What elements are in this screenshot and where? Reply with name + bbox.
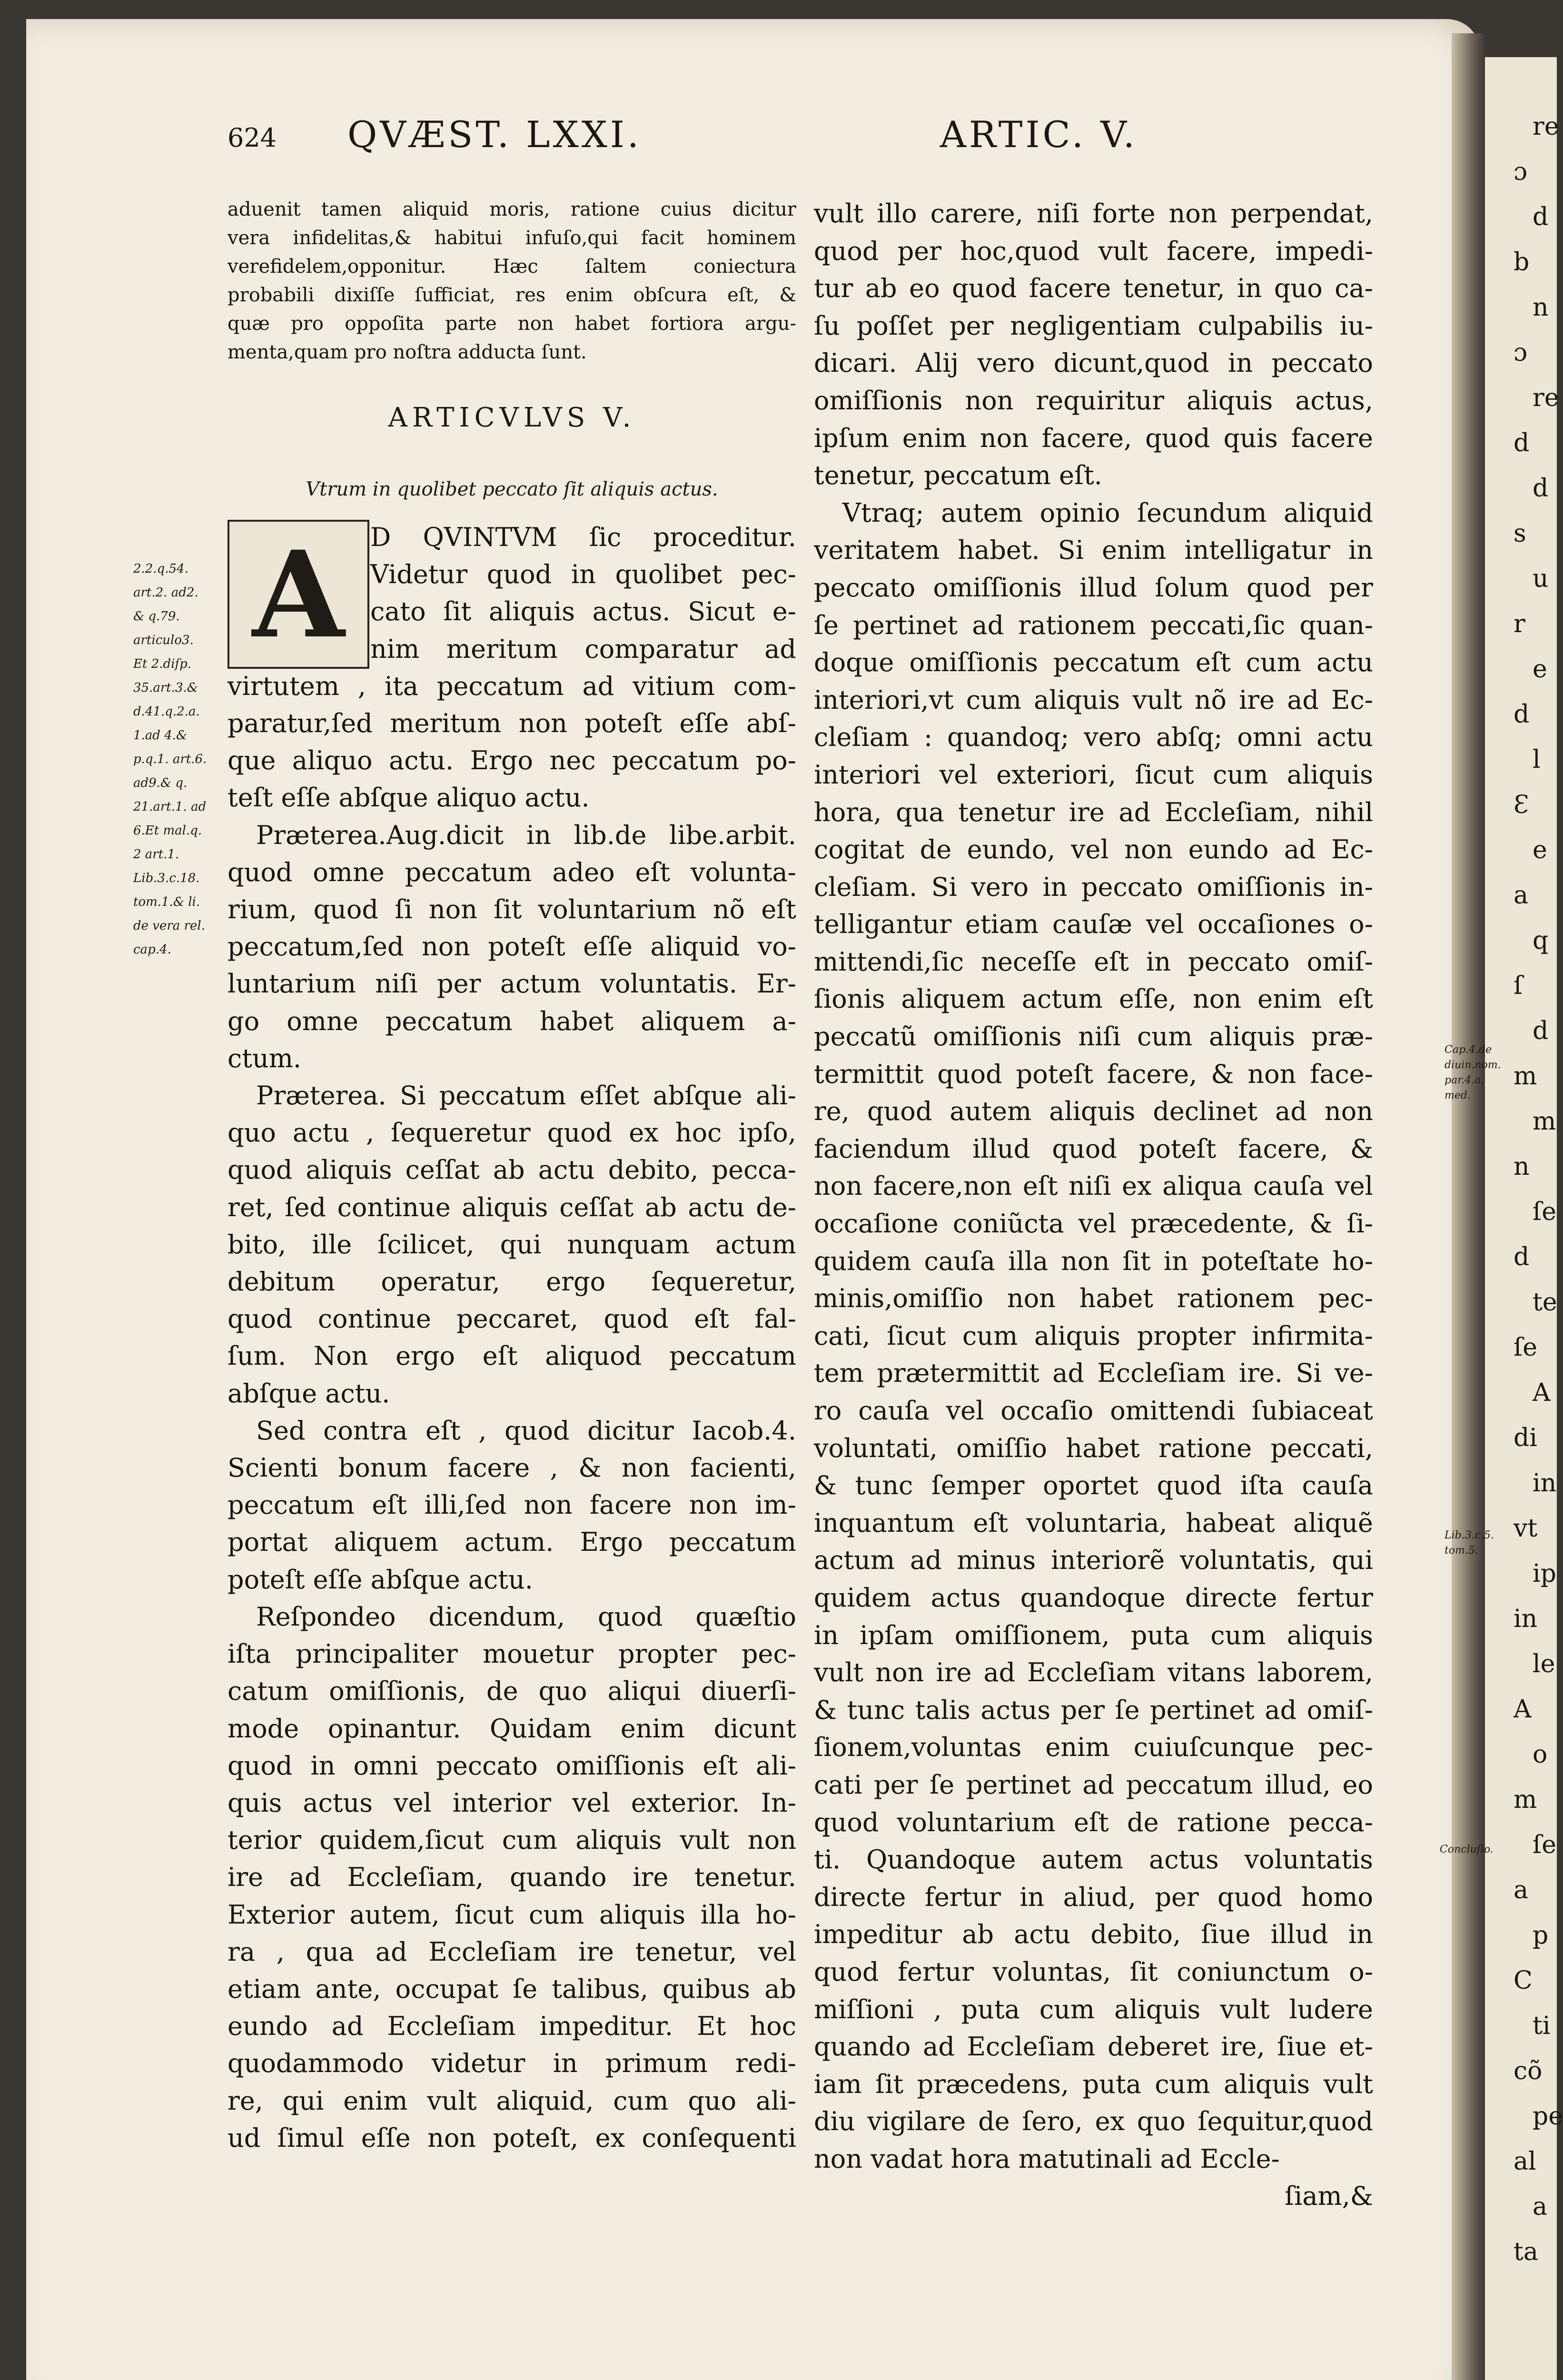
text-line: Præterea.Aug.dicit in lib.de libe.arbit. [256, 820, 796, 850]
text-line: quod per hoc,quod vult facere, impedi- [814, 236, 1373, 266]
margin-note-line: cap.4. [133, 942, 171, 957]
text-line: voluntati, omiſſio habet ratione peccati, [814, 1433, 1373, 1463]
text-line: aduenit tamen aliquid moris, ratione cuius dicitur [228, 198, 796, 220]
text-line: que aliquo actu. Ergo nec peccatum po- [228, 745, 796, 776]
text-line: peccato omiſſionis illud ſolum quod per [814, 572, 1373, 603]
right-margin-note [1440, 1842, 1494, 1857]
margin-note-line: d.41.q.2.a. [133, 704, 200, 719]
text-line: vera infidelitas,& habitui infuſo,qui facit hominem [228, 227, 796, 249]
margin-note-line: 21.art.1. ad [133, 800, 207, 814]
text-line: minis,omiſſio non habet rationem pec- [814, 1283, 1373, 1314]
text-line: paratur,ſed meritum non poteſt eſſe abſ- [228, 708, 796, 739]
text-line: non vadat hora matutinali ad Eccle- [814, 2143, 1280, 2174]
text-line: quodammodo videtur in primum redi- [228, 2048, 796, 2079]
facing-page-fragment: C [1514, 1966, 1533, 1995]
text-line: non facere,non eſt niſi ex aliqua cauſa vel [814, 1171, 1373, 1201]
facing-page-fragment: re [1533, 112, 1559, 141]
text-line: peccatum,ſed non poteſt eſſe aliquid vo- [228, 932, 796, 962]
facing-page-fragment: p [1533, 1921, 1549, 1950]
text-line: terior quidem,ſicut cum aliquis vult non [228, 1825, 796, 1855]
text-line: quod aliquis ceſſat ab actu debito, pecca- [228, 1155, 796, 1185]
text-line: re, qui enim vult aliquid, cum quo ali- [228, 2085, 796, 2116]
right-margin-note [1444, 1042, 1501, 1103]
text-line: ſiam,& [1285, 2181, 1373, 2211]
margin-note-line: 35.art.3.& [133, 681, 198, 695]
text-line: tur ab eo quod facere tenetur, in quo ca- [814, 273, 1373, 304]
facing-page-fragment: n [1533, 293, 1549, 322]
text-line: cato ſit aliquis actus. Sicut e- [370, 596, 796, 627]
text-line: ſionis aliquem actum eſſe, non enim eſt [814, 984, 1373, 1014]
running-head-left: QVÆST. LXXI. [347, 113, 642, 156]
facing-page-fragment: u [1533, 565, 1549, 593]
text-line: termittit quod poteſt facere, & non face- [814, 1059, 1373, 1089]
text-line: quando ad Eccleſiam deberet ire, ſiue et- [814, 2032, 1373, 2062]
margin-note-line: Lib.3.c.18. [133, 871, 200, 885]
text-line: quidem cauſa illa non ſit in poteſtate ho- [814, 1246, 1373, 1276]
text-line: Vtraq; autem opinio ſecundum aliquid [842, 497, 1373, 528]
margin-note-line: Concluſio. [1440, 1844, 1494, 1855]
facing-page-fragment: d [1514, 700, 1530, 729]
margin-note-line: 2 art.1. [133, 847, 179, 862]
text-line: Sed contra eſt , quod dicitur Iacob.4. [256, 1415, 796, 1446]
text-line: catum omiſſionis, de quo aliqui diuerſi- [228, 1676, 796, 1706]
article-question: Vtrum in quolibet peccato ſit aliquis actus. [306, 478, 718, 500]
text-line: cleſiam : quandoq; vero abſq; omni actu [814, 722, 1373, 753]
facing-page-fragment: ſe [1533, 1198, 1557, 1226]
text-line: ret, ſed continue aliquis ceſſat ab actu de- [228, 1192, 796, 1222]
text-line: luntarium niſi per actum voluntatis. Er- [228, 969, 796, 999]
facing-page-fragment: ſe [1514, 1333, 1538, 1362]
text-line: verefidelem,opponitur. Hæc ſaltem coniectura [228, 256, 796, 278]
text-line: veritatem habet. Si enim intelligatur in [814, 535, 1373, 565]
facing-page-fragment: ti [1533, 2012, 1551, 2040]
margin-note-line: med. [1444, 1090, 1471, 1101]
text-line: vult non ire ad Eccleſiam vitans laborem, [814, 1657, 1373, 1688]
text-line: tenetur, peccatum eſt. [814, 460, 1102, 491]
margin-note-line: Et 2.diſp. [133, 657, 191, 671]
margin-note-line: & q.79. [133, 609, 180, 624]
margin-note-line: tom.1.& li. [133, 895, 200, 909]
text-line: eundo ad Eccleſiam impeditur. Et hoc [228, 2011, 796, 2042]
text-line: quod continue peccaret, quod eſt fal- [228, 1304, 796, 1334]
text-line: quod voluntarium eſt de ratione pecca- [814, 1807, 1373, 1837]
text-line: & tunc ſemper oportet quod iſta cauſa [814, 1470, 1373, 1501]
facing-page-fragment: al [1514, 2147, 1536, 2176]
facing-page-fragment: pe [1533, 2102, 1563, 2131]
facing-page-fragment: a [1514, 881, 1529, 910]
text-line: bito, ille ſcilicet, qui nunquam actum [228, 1229, 796, 1259]
margin-note-line: tom.5. [1444, 1545, 1478, 1557]
facing-page-fragment: m [1514, 1062, 1537, 1091]
text-line: abſque actu. [228, 1378, 390, 1408]
facing-page-fragment: e [1533, 655, 1547, 684]
prelude-paragraph [228, 195, 796, 367]
text-line: interiori vel exteriori, ſicut cum aliquis [814, 759, 1373, 790]
facing-page-fragment: q [1533, 926, 1549, 955]
text-line: ipſum enim non facere, quod quis facere [814, 423, 1373, 453]
facing-page-fragment: d [1514, 429, 1530, 457]
facing-page-fragment: d [1533, 1017, 1549, 1045]
text-line: ire ad Eccleſiam, quando ire tenetur. [228, 1862, 796, 1893]
text-line: ſu poſſet per negligentiam culpabilis iu- [814, 310, 1373, 341]
facing-page-fragment: r [1514, 610, 1525, 638]
facing-page-fragment: b [1514, 248, 1530, 277]
facing-page-fragment: cõ [1514, 2057, 1543, 2085]
running-head-right: ARTIC. V. [940, 113, 1138, 156]
text-line: ud ſimul eſſe non poteſt, ex conſequenti [228, 2122, 796, 2153]
text-line: miſſioni , puta cum aliquis vult ludere [814, 1994, 1373, 2024]
text-line: hora, qua tenetur ire ad Eccleſiam, nihil [814, 797, 1373, 827]
text-line: poteſt eſſe abſque actu. [228, 1564, 533, 1595]
facing-page-fragment: in [1514, 1605, 1538, 1633]
margin-note-line: art.2. ad2. [133, 585, 198, 600]
facing-page-fragment: le [1533, 1650, 1555, 1678]
text-line: vult illo carere, niſi forte non perpendat, [814, 198, 1373, 228]
text-line: ſe pertinet ad rationem peccati,ſic quan- [814, 610, 1373, 640]
facing-page-fragment: m [1514, 1785, 1537, 1814]
left-column-text [228, 519, 796, 2157]
facing-page-fragment: d [1533, 474, 1549, 503]
article-heading: ARTICVLVS V. [388, 402, 636, 433]
text-line: interiori,vt cum aliquis vult nõ ire ad Ec- [814, 684, 1373, 715]
text-line: quo actu , ſequeretur quod ex hoc ipſo, [228, 1118, 796, 1148]
facing-page-fragment: te [1533, 1288, 1557, 1317]
right-column-text [814, 195, 1373, 2215]
text-line: menta,quam pro noſtra adducta ſunt. [228, 341, 587, 363]
text-line: iſta principaliter mouetur propter pec- [228, 1639, 796, 1669]
facing-page-fragment: ta [1514, 2238, 1538, 2266]
text-line: debitum operatur, ergo ſequeretur, [228, 1267, 796, 1297]
margin-note-line: diuin.nom. [1444, 1059, 1501, 1071]
text-line: cati per ſe pertinet ad peccatum illud, eo [814, 1769, 1373, 1800]
margin-note-line: articulo3. [133, 633, 194, 647]
text-line: tem prætermittit ad Eccleſiam ire. Si ve- [814, 1358, 1373, 1388]
right-margin-note [1444, 1528, 1494, 1558]
text-line: telligantur etiam cauſæ vel occaſiones o- [814, 909, 1373, 940]
text-line: quod omne peccatum adeo eſt volunta- [228, 857, 796, 887]
facing-page-fragment: A [1514, 1695, 1532, 1724]
text-line: cleſiam. Si vero in peccato omiſſionis in- [814, 872, 1373, 902]
facing-page-fragment: l [1533, 745, 1541, 774]
text-line: cogitat de eundo, vel non eundo ad Ec- [814, 834, 1373, 865]
facing-page-fragment: a [1514, 1876, 1529, 1904]
facing-page-fragment: d [1514, 1243, 1530, 1271]
text-line: quod in omni peccato omiſſionis eſt ali- [228, 1750, 796, 1781]
margin-note-line: 1.ad 4.& [133, 728, 188, 743]
text-line: probabili dixiſſe ſufficiat, res enim obſcura eſt, & [228, 284, 796, 306]
margin-note-line: Lib.3.c.5. [1444, 1529, 1494, 1541]
text-line: Exterior autem, ſicut cum aliquis illa ho- [228, 1899, 796, 1930]
text-line: mode opinantur. Quidam enim dicunt [228, 1713, 796, 1744]
text-line: in ipſam omiſſionem, puta cum aliquis [814, 1620, 1373, 1650]
text-line: Scienti bonum facere , & non facienti, [228, 1453, 796, 1483]
facing-page-fragment: A [1533, 1378, 1551, 1407]
text-line: D QVINTVM ſic proceditur. [370, 522, 796, 552]
margin-note-line: p.q.1. art.6. [133, 752, 207, 766]
text-line: occaſione coniũcta vel præcedente, & ſi- [814, 1209, 1373, 1239]
margin-note-line: 2.2.q.54. [133, 562, 188, 576]
text-line: faciendum illud quod poteſt facere, & [814, 1133, 1373, 1164]
facing-page-fragment: n [1514, 1152, 1530, 1181]
text-line: ro cauſa vel occaſio omittendi ſubiaceat [814, 1396, 1373, 1426]
margin-note-line: ad9.& q. [133, 776, 188, 790]
facing-page-fragment: re [1533, 384, 1559, 412]
text-line: etiam ante, occupat ſe talibus, quibus ab [228, 1973, 796, 2004]
facing-page-fragment: ſ [1514, 972, 1523, 1000]
facing-page-edge [1485, 57, 1563, 2380]
text-line: ſionem,voluntas enim cuiuſcunque pec- [814, 1732, 1373, 1763]
text-line: teſt eſſe abſque aliquo actu. [228, 783, 590, 813]
text-line: ti. Quandoque autem actus voluntatis [814, 1844, 1373, 1875]
text-line: ſum. Non ergo eſt aliquod peccatum [228, 1341, 796, 1371]
margin-note-line: par.4.a. [1444, 1074, 1484, 1086]
text-line: iam ſit præcedens, puta cum aliquis vult [814, 2069, 1373, 2099]
facing-page-fragment: d [1533, 203, 1549, 231]
facing-page-fragment: in [1533, 1469, 1557, 1497]
text-line: go omne peccatum habet aliquem a- [228, 1006, 796, 1036]
text-line: & tunc talis actus per ſe pertinet ad omiſ- [814, 1695, 1373, 1725]
facing-page-fragment: ɔ [1514, 338, 1528, 367]
book-gutter [1452, 33, 1485, 2380]
margin-note-line: 6.Et mal.q. [133, 823, 202, 838]
facing-page-fragment: s [1514, 519, 1526, 548]
text-line: Reſpondeo dicendum, quod quæſtio [256, 1601, 796, 1632]
text-line: impeditur ab actu debito, ſiue illud in [814, 1919, 1373, 1950]
margin-note-line: de vera rel. [133, 919, 205, 933]
text-line: quod fertur voluntas, ſit coniunctum o- [814, 1956, 1373, 1987]
facing-page-fragment: m [1533, 1107, 1556, 1136]
text-line: dicari. Alij vero dicunt,quod in peccato [814, 348, 1373, 378]
text-line: re, quod autem aliquis declinet ad non [814, 1096, 1373, 1127]
facing-page-fragment: ſe [1533, 1831, 1557, 1859]
text-line: mittendi,ſic neceſſe eſt in peccato omiſ- [814, 946, 1373, 977]
facing-page-fragment: vt [1514, 1514, 1538, 1543]
text-line: Videtur quod in quolibet pec- [370, 559, 796, 590]
text-line: peccatũ omiſſionis niſi cum aliquis præ- [814, 1021, 1373, 1052]
facing-page-fragment: a [1533, 2192, 1548, 2221]
text-line: portat aliquem actum. Ergo peccatum [228, 1527, 796, 1557]
text-line: actum ad minus interiorẽ voluntatis, qui [814, 1545, 1373, 1576]
initial-letter: A [252, 524, 345, 664]
text-line: ra , qua ad Eccleſiam ire tenetur, vel [228, 1936, 796, 1967]
facing-page-fragment: Ɛ [1514, 791, 1529, 819]
text-line: peccatum eſt illi,ſed non facere non im- [228, 1490, 796, 1520]
text-line: omiſſionis non requiritur aliquis actus, [814, 385, 1373, 416]
facing-page-fragment: e [1533, 836, 1547, 864]
facing-page-fragment: o [1533, 1740, 1548, 1769]
facing-page-fragment: di [1514, 1424, 1537, 1452]
text-line: directe fertur in aliud, per quod homo [814, 1882, 1373, 1912]
text-line: diu vigilare de ſero, ex quo ſequitur,quod [814, 2106, 1373, 2137]
text-line: cati, ſicut cum aliquis propter infirmita- [814, 1320, 1373, 1351]
left-margin-notes [133, 557, 228, 962]
text-line: quis actus vel interior vel exterior. In- [228, 1787, 796, 1818]
page-number: 624 [228, 123, 277, 153]
text-line: quæ pro oppoſita parte non habet fortiora argu- [228, 313, 796, 335]
facing-page-fragment: ip [1533, 1559, 1556, 1588]
text-line: virtutem , ita peccatum ad vitium com- [228, 671, 796, 701]
text-line: quidem actus quandoque directe fertur [814, 1582, 1373, 1613]
facing-page-fragment: ɔ [1514, 158, 1528, 186]
margin-note-line: Cap.4.de [1444, 1044, 1492, 1056]
text-line: doque omiſſionis peccatum eſt cum actu [814, 647, 1373, 678]
text-line: inquantum eſt voluntaria, habeat aliquẽ [814, 1507, 1373, 1538]
text-line: ctum. [228, 1043, 302, 1073]
text-line: rium, quod ſi non ſit voluntarium nõ eſt [228, 894, 796, 925]
text-line: nim meritum comparatur ad [370, 634, 796, 664]
text-line: Præterea. Si peccatum eſſet abſque ali- [256, 1081, 796, 1111]
